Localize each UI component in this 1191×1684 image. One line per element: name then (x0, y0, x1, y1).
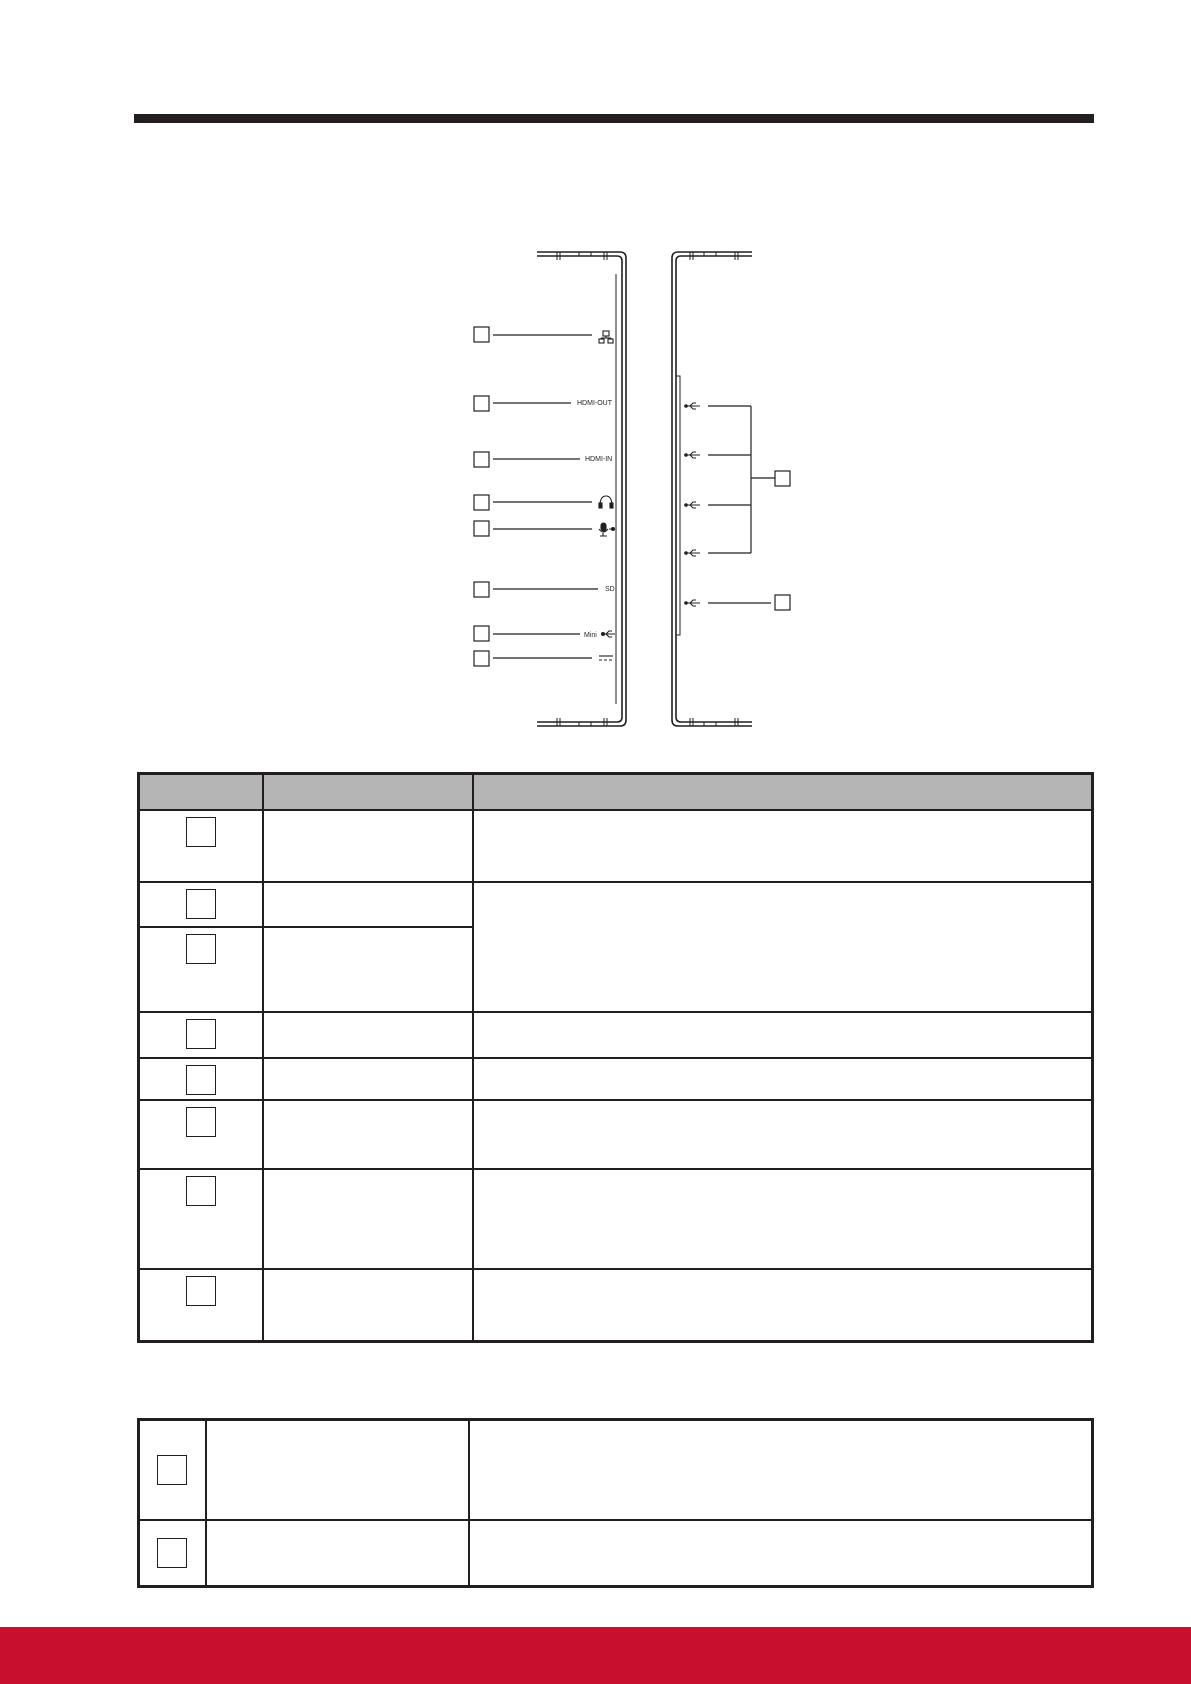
item-number-box (157, 1538, 187, 1568)
header-cell-description (473, 774, 1093, 811)
footer-band (0, 1627, 1191, 1684)
network-icon (599, 331, 613, 343)
table-header-row (139, 774, 1093, 811)
sd-label: SD (605, 586, 615, 593)
right-ports-table (137, 1418, 1094, 1588)
table-row (139, 1100, 1093, 1169)
hdmi-out-label: HDMI-OUT (577, 400, 612, 407)
table-row (139, 1058, 1093, 1100)
mini-usb-icon (602, 631, 616, 637)
table-row (139, 1269, 1093, 1341)
mini-label: Mini (584, 632, 597, 639)
item-number-box (157, 1455, 187, 1485)
table-row (139, 1420, 1093, 1520)
table-row (139, 810, 1093, 882)
item-number-box (186, 1176, 216, 1206)
item-number-box (186, 817, 216, 847)
dc-power-icon (599, 656, 613, 660)
usb-icon (685, 600, 700, 606)
header-cell-port (263, 774, 473, 811)
table-row (139, 1520, 1093, 1587)
usb-icon (685, 550, 700, 556)
usb-icon (685, 502, 700, 508)
hdmi-in-label: HDMI-IN (585, 456, 613, 463)
item-number-box (186, 1107, 216, 1137)
headphone-icon (599, 496, 613, 508)
header-cell-number (139, 774, 263, 811)
item-number-box (186, 889, 216, 919)
table-row (139, 1012, 1093, 1058)
left-ports-table (137, 772, 1094, 1343)
item-number-box (186, 934, 216, 964)
usb-icon (685, 452, 700, 458)
item-number-box (186, 1019, 216, 1049)
item-number-box (186, 1065, 216, 1095)
shared-description-cell (473, 882, 1093, 1012)
usb-icon (685, 403, 700, 409)
table-row (139, 1169, 1093, 1269)
microphone-icon (599, 523, 615, 536)
table-row (139, 882, 1093, 927)
port-diagram (0, 0, 1191, 740)
item-number-box (186, 1276, 216, 1306)
